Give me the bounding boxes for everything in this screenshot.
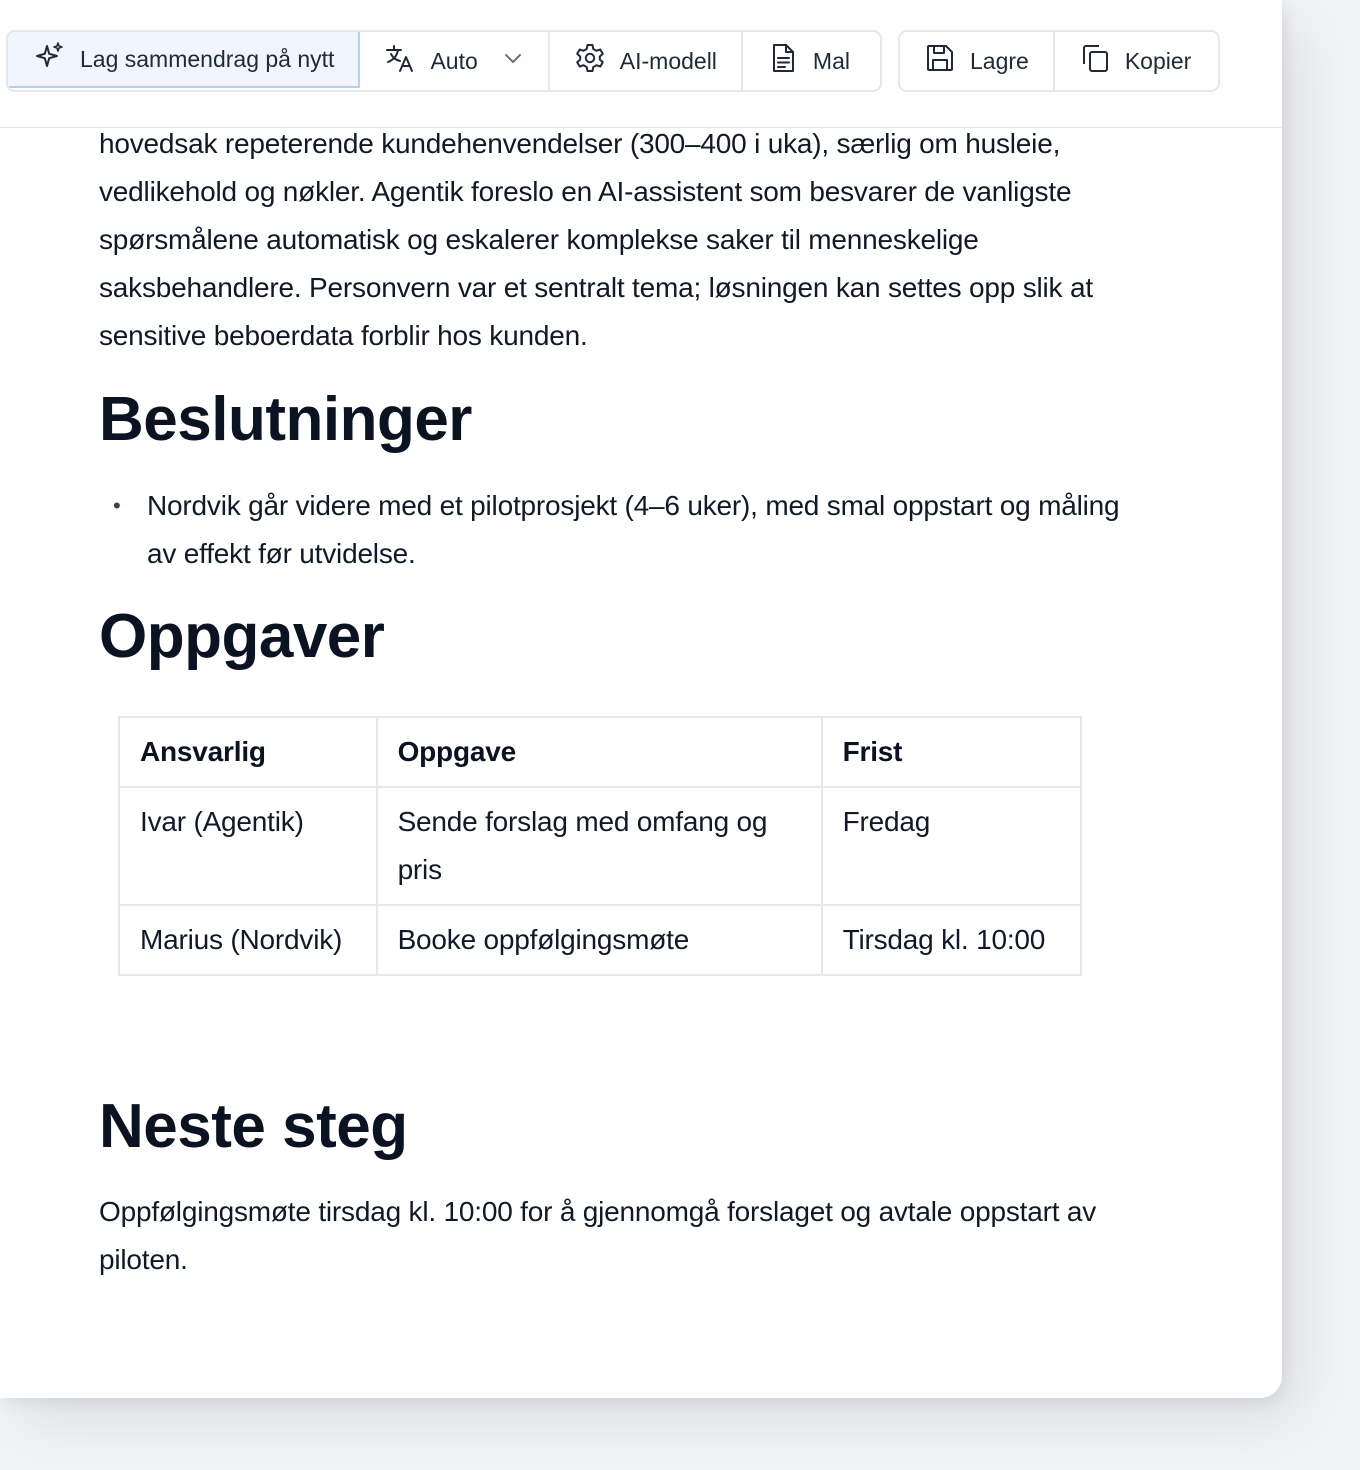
cell-responsible: Ivar (Agentik): [119, 787, 377, 905]
ai-model-button[interactable]: [550, 32, 743, 90]
decisions-heading: Beslutninger: [99, 385, 472, 454]
regenerate-summary-button[interactable]: [6, 30, 360, 88]
chevron-down-icon: [502, 47, 524, 75]
table-header-row: [119, 717, 1081, 787]
summary-paragraph: hovedsak repeterende kundehenvendelser (300–400 i uka), særlig om husleie, vedlikehold og nøkler. Agentik foreslo en AI-assistent som besvarer de vanligste spørsmålene automatisk og eskalerer komplekse saker til menneskelige saksbehandlere. Personvern var et sentralt tema; løsningen kan settes opp slik at sensitive beboerdata forblir hos kunden.: [99, 128, 1093, 351]
save-label: Lagre: [970, 47, 1029, 74]
save-button[interactable]: [900, 32, 1055, 90]
copy-icon: [1079, 42, 1111, 80]
tasks-heading: Oppgaver: [99, 602, 385, 671]
next-steps-heading: Neste steg: [99, 1092, 408, 1161]
gear-icon: [574, 42, 606, 80]
column-header-responsible: Ansvarlig: [119, 717, 377, 787]
next-steps-text: Oppfølgingsmøte tirsdag kl. 10:00 for å gjennomgå forslaget og avtale oppstart av piloten.: [99, 1196, 1097, 1275]
list-item: [113, 482, 1123, 578]
tasks-table: [118, 716, 1082, 976]
summary-intro: [99, 120, 1129, 360]
copy-label: Kopier: [1124, 47, 1192, 74]
toolbar-secondary-group: [898, 30, 1220, 92]
cell-task: Booke oppfølgingsmøte: [377, 905, 822, 975]
column-header-task: Oppgave: [377, 717, 822, 787]
column-header-deadline: Frist: [822, 717, 1081, 787]
language-select-value: Auto: [430, 47, 478, 74]
regenerate-summary-label: Lag sammendrag på nytt: [80, 45, 335, 72]
template-button[interactable]: [743, 32, 874, 90]
translate-icon: [384, 42, 416, 80]
language-select[interactable]: [360, 32, 549, 90]
toolbar-primary-group: [6, 30, 882, 92]
table-row: [119, 905, 1081, 975]
decision-text: Nordvik går videre med et pilotprosjekt (4–6 uker), med smal oppstart og måling av effekt før utvidelse.: [147, 490, 1120, 569]
sparkles-icon: [34, 40, 66, 78]
bullet-icon: •: [113, 493, 121, 518]
copy-button[interactable]: [1055, 32, 1215, 90]
cell-deadline: Fredag: [822, 787, 1081, 905]
decisions-list: [113, 482, 1123, 578]
cell-deadline: Tirsdag kl. 10:00: [822, 905, 1081, 975]
table-row: [119, 787, 1081, 905]
floppy-disk-icon: [924, 42, 956, 80]
toolbar: [0, 0, 1282, 128]
cell-responsible: Marius (Nordvik): [119, 905, 377, 975]
cell-task: Sende forslag med omfang og pris: [377, 787, 822, 905]
document-icon: [767, 42, 799, 80]
template-label: Mal: [812, 47, 850, 74]
ai-model-label: AI-modell: [619, 47, 717, 74]
